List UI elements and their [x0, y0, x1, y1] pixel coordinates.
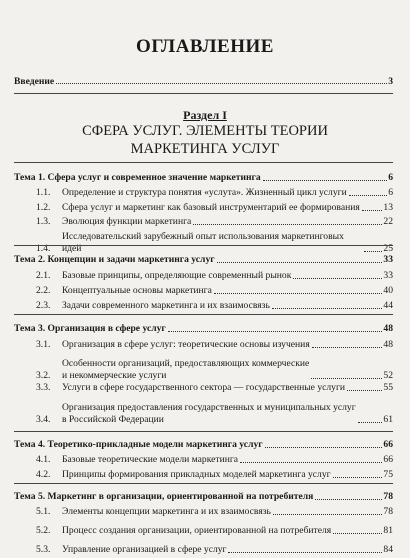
- item-number: 4.2.: [36, 469, 51, 480]
- toc-topic-row: [14, 491, 393, 503]
- item-title-text: в Российской Федерации: [62, 414, 164, 425]
- dot-leader: [333, 533, 382, 534]
- dot-leader: [349, 195, 387, 196]
- item-title-text: Исследовательский зарубежный опыт использования маркетинговых идей: [62, 231, 344, 254]
- toc-item-row: [36, 454, 393, 466]
- dot-leader: [168, 331, 383, 332]
- dot-leader: [193, 224, 382, 225]
- item-page: 84: [383, 544, 393, 555]
- item-number: 3.3.: [36, 382, 51, 393]
- section-label: Раздел I: [183, 108, 227, 122]
- item-number: 1.2.: [36, 202, 51, 213]
- section-title: [0, 122, 410, 158]
- item-number: 1.1.: [36, 187, 51, 198]
- toc-topic-row: [14, 439, 393, 451]
- item-title: [62, 285, 212, 297]
- dot-leader: [347, 390, 382, 391]
- toc-intro-row: [14, 76, 393, 87]
- item-page: 66: [383, 454, 393, 465]
- item-number: 3.2.: [36, 370, 51, 381]
- toc-item-row: [36, 270, 393, 282]
- item-title: [62, 358, 309, 382]
- dot-leader: [273, 514, 383, 515]
- item-title: [62, 231, 362, 255]
- toc-item-row: [36, 300, 393, 312]
- item-title-text: Определение и структура понятия «услута». Жизненный цикл услуги: [62, 187, 347, 198]
- item-page: 52: [383, 370, 393, 381]
- dot-leader: [315, 499, 382, 500]
- item-number: 4.1.: [36, 454, 51, 465]
- topic-page: 33: [383, 254, 393, 265]
- toc-item-row: [36, 202, 393, 214]
- item-page: 25: [383, 243, 393, 254]
- item-title: [62, 506, 271, 518]
- divider: [14, 93, 393, 94]
- divider: [14, 483, 393, 484]
- item-number: 5.1.: [36, 506, 51, 517]
- toc-item-row: [36, 339, 393, 351]
- dot-leader: [333, 477, 383, 478]
- topic-page: 48: [383, 323, 393, 334]
- item-page: 6: [388, 187, 393, 198]
- item-title-text: Организация в сфере услуг: теоретические основы изучения: [62, 339, 310, 350]
- item-page: 13: [383, 202, 393, 213]
- topic-title: Тема 3. Организация в сфере услуг: [14, 323, 166, 334]
- dot-leader: [272, 308, 383, 309]
- item-title: [62, 339, 310, 351]
- dot-leader: [240, 462, 382, 463]
- item-title: [62, 202, 360, 214]
- item-title: [62, 454, 238, 466]
- item-title-line1: Организация предоставления государственных и муниципальных услуг: [62, 402, 356, 413]
- dot-leader: [217, 262, 383, 263]
- item-title: [62, 187, 347, 199]
- item-title-text: Управление организацией в сфере услуг: [62, 544, 227, 555]
- item-title: [62, 270, 291, 282]
- item-title: [62, 382, 345, 394]
- topic-page: 6: [388, 172, 393, 183]
- toc-topic-row: [14, 254, 393, 266]
- toc-item-row: [36, 187, 393, 199]
- item-title-text: Принципы формирования прикладных моделей маркетинга услуг: [62, 469, 331, 480]
- dot-leader: [265, 447, 383, 448]
- section-title-line1: СФЕРА УСЛУГ. ЭЛЕМЕНТЫ ТЕОРИИ: [82, 123, 328, 139]
- toc-item-row: [36, 544, 393, 556]
- item-title-text: Элементы концепции маркетинга и их взаимосвязь: [62, 506, 271, 517]
- item-page: 44: [383, 300, 393, 311]
- intro-label: Введение: [14, 76, 55, 87]
- item-title-text: Процесс создания организации, ориентированной на потребителя: [62, 525, 332, 536]
- toc-item-row: [36, 402, 393, 426]
- item-title: [62, 544, 226, 556]
- item-title-text: Концептуальные основы маркетинга: [62, 285, 212, 296]
- item-title-text: Базовые принципы, определяющие современный рынок: [62, 270, 292, 281]
- item-page: 78: [383, 506, 393, 517]
- toc-item-row: [36, 285, 393, 297]
- toc-title: ОГЛАВЛЕНИЕ: [136, 36, 274, 57]
- divider: [14, 314, 393, 315]
- dot-leader: [364, 251, 382, 252]
- toc-item-row: [36, 231, 393, 255]
- item-title-text: и некоммерческие услуги: [62, 370, 167, 381]
- dot-leader: [358, 422, 383, 423]
- dot-leader: [362, 210, 383, 211]
- item-title: [62, 525, 331, 537]
- toc-item-row: [36, 216, 393, 228]
- item-page: 40: [383, 285, 393, 296]
- item-title: [62, 300, 270, 312]
- item-title-text: Сфера услуг и маркетинг как базовый инструментарий ее формирования: [62, 202, 360, 213]
- item-title-line1: Особенности организаций, предоставляющих коммерческие: [62, 358, 310, 369]
- intro-page: 3: [388, 76, 393, 87]
- item-page: 48: [383, 339, 393, 350]
- toc-item-row: [36, 382, 393, 394]
- divider: [14, 162, 393, 163]
- topic-page: 78: [383, 491, 393, 502]
- item-page: 81: [383, 525, 393, 536]
- item-page: 61: [383, 414, 393, 425]
- dot-leader: [228, 552, 382, 553]
- toc-item-row: [36, 358, 393, 382]
- section-title-line2: МАРКЕТИНГА УСЛУГ: [130, 141, 280, 157]
- item-page: 22: [383, 216, 393, 227]
- topic-title: Тема 1. Сфера услуг и современное значение маркетинга: [14, 172, 261, 183]
- divider: [14, 245, 393, 246]
- toc-topic-row: [14, 172, 393, 184]
- toc-item-row: [36, 506, 393, 518]
- dot-leader: [312, 347, 383, 348]
- item-title: [62, 216, 191, 228]
- topic-title: Тема 2. Концепции и задачи маркетинга услуг: [14, 254, 215, 265]
- toc-topic-row: [14, 323, 393, 335]
- item-title-text: Эволюция функции маркетинга: [62, 216, 192, 227]
- item-title-text: Базовые теоретические модели маркетинга: [62, 454, 239, 465]
- topic-title: Тема 4. Теоретико-прикладные модели маркетинга услуг: [14, 439, 263, 450]
- item-number: 3.4.: [36, 414, 51, 425]
- dot-leader: [311, 378, 382, 379]
- item-number: 3.1.: [36, 339, 51, 350]
- dot-leader: [56, 83, 387, 84]
- item-number: 1.3.: [36, 216, 51, 227]
- item-number: 2.2.: [36, 285, 51, 296]
- divider: [14, 431, 393, 432]
- item-number: 2.1.: [36, 270, 51, 281]
- item-page: 75: [383, 469, 393, 480]
- item-page: 55: [383, 382, 393, 393]
- topic-title: Тема 5. Маркетинг в организации, ориентированной на потребителя: [14, 491, 314, 502]
- item-number: 2.3.: [36, 300, 51, 311]
- item-number: 5.3.: [36, 544, 51, 555]
- toc-item-row: [36, 525, 393, 537]
- dot-leader: [263, 180, 388, 181]
- item-number: 1.4.: [36, 243, 51, 254]
- dot-leader: [214, 293, 383, 294]
- item-title: [62, 402, 356, 426]
- item-number: 5.2.: [36, 525, 51, 536]
- item-title-text: Задачи современного маркетинга и их взаимосвязь: [62, 300, 270, 311]
- topic-page: 66: [383, 439, 393, 450]
- toc-item-row: [36, 469, 393, 481]
- dot-leader: [293, 278, 382, 279]
- item-title-text: Услуги в сфере государственного сектора — государственные услуги: [62, 382, 346, 393]
- item-page: 33: [383, 270, 393, 281]
- item-title: [62, 469, 331, 481]
